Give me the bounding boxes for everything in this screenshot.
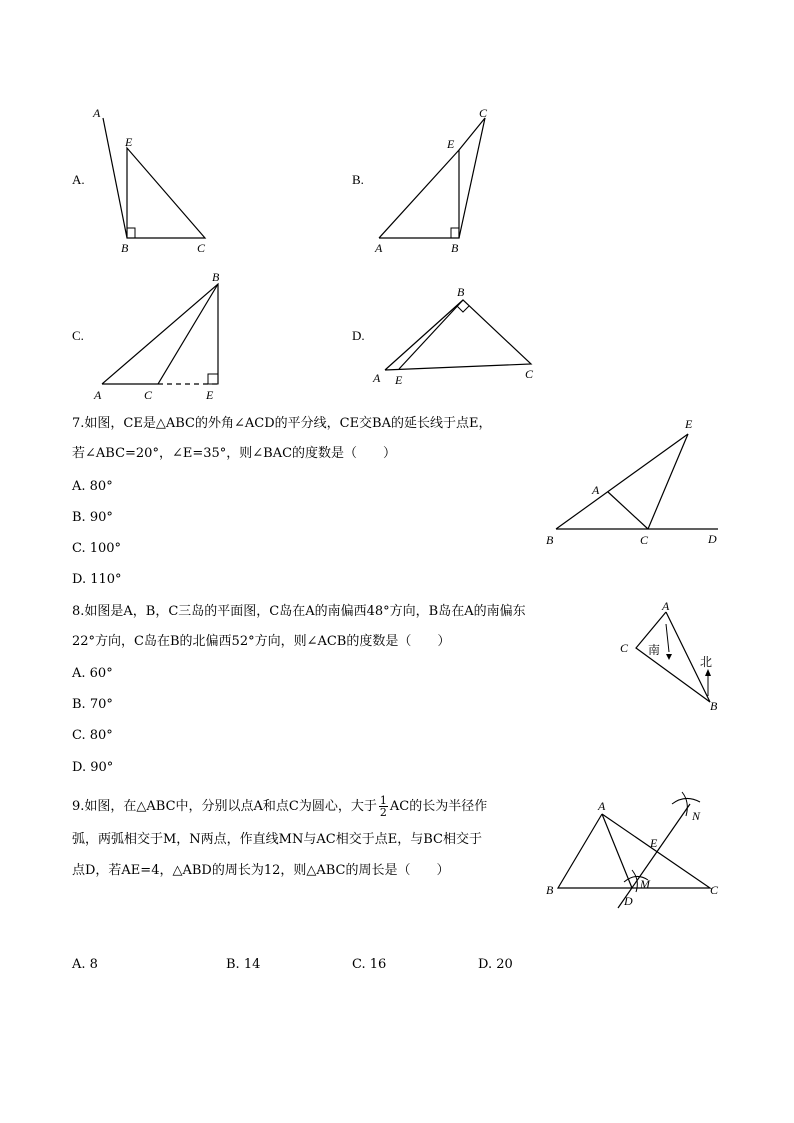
q9-stem-line1: [72, 795, 487, 818]
q6-figure-b: [365, 100, 505, 260]
q9-stem-line1-pre: 9.如图，在△ABC中，分别以点A和点C为圆心，大于: [72, 799, 377, 814]
q7-point-C: C: [640, 533, 649, 547]
q9-point-A: A: [598, 799, 606, 813]
q6c-point-B: B: [212, 270, 220, 284]
q7-option-d: D. 110°: [72, 572, 122, 587]
q6a-point-B: B: [121, 241, 129, 255]
q8-label-south: 南: [648, 643, 661, 657]
q6-option-d-label: D.: [352, 328, 365, 343]
q9-figure: [540, 790, 730, 910]
q6b-point-E: E: [447, 137, 455, 151]
q6d-point-B: B: [457, 285, 465, 299]
q8-option-b: B. 70°: [72, 697, 113, 712]
q9-stem-line1-post: AC的长为半径作: [389, 799, 488, 814]
q9-frac-numerator: 1: [379, 794, 387, 807]
q8-stem-line1: 8.如图是A，B，C三岛的平面图，C岛在A的南偏西48°方向，B岛在A的南偏东: [72, 604, 526, 619]
q6a-point-E: E: [125, 135, 133, 149]
q6c-point-E: E: [206, 388, 214, 402]
q9-stem-line3: 点D，若AE=4，△ABD的周长为12，则△ABC的周长是（ ）: [72, 863, 450, 878]
q6-figure-c: [88, 268, 228, 403]
q6-figure-d: [365, 280, 545, 390]
q6c-point-A: A: [94, 388, 102, 402]
q8-point-C: C: [620, 641, 629, 655]
q6d-point-C: C: [525, 367, 534, 381]
q9-option-c: C. 16: [352, 957, 387, 972]
q8-figure: [612, 598, 732, 716]
q9-frac-denominator: 2: [379, 806, 387, 819]
q9-option-a: A. 8: [72, 957, 98, 972]
q7-figure: [540, 412, 730, 552]
q6c-point-C: C: [144, 388, 153, 402]
q9-fraction: [379, 795, 388, 818]
q6a-point-C: C: [197, 241, 206, 255]
q9-point-B: B: [546, 883, 554, 897]
q7-option-c: C. 100°: [72, 541, 122, 556]
q7-point-E: E: [685, 417, 693, 431]
q9-stem-line2: 弧，两弧相交于M，N两点，作直线MN与AC相交于点E，与BC相交于: [72, 832, 482, 847]
q7-stem-line2: 若∠ABC=20°，∠E=35°，则∠BAC的度数是（ ）: [72, 446, 397, 461]
q6b-point-C: C: [479, 106, 488, 120]
q8-option-d: D. 90°: [72, 760, 114, 775]
q7-point-D: D: [708, 532, 717, 546]
q9-point-D: D: [624, 894, 633, 908]
q6-option-a-label: A.: [72, 172, 85, 187]
q6-figure-a: [85, 100, 215, 260]
q6-option-b-label: B.: [352, 172, 364, 187]
q6d-point-A: A: [373, 371, 381, 385]
q8-stem-line2: 22°方向，C岛在B的北偏西52°方向，则∠ACB的度数是（ ）: [72, 634, 451, 649]
q9-point-N: N: [692, 809, 701, 823]
q8-point-B: B: [710, 699, 718, 713]
q7-point-A: A: [592, 483, 600, 497]
q7-point-B: B: [546, 533, 554, 547]
q8-option-c: C. 80°: [72, 728, 113, 743]
q8-option-a: A. 60°: [72, 666, 113, 681]
q6b-point-B: B: [451, 241, 459, 255]
q9-point-C: C: [710, 883, 719, 897]
q6-option-c-label: C.: [72, 328, 84, 343]
q6a-point-A: A: [93, 106, 101, 120]
q9-option-b: B. 14: [226, 957, 261, 972]
q9-point-E: E: [650, 836, 658, 850]
q7-option-a: A. 80°: [72, 479, 113, 494]
q9-option-d: D. 20: [478, 957, 513, 972]
q7-stem-line1: 7.如图，CE是△ABC的外角∠ACD的平分线，CE交BA的延长线于点E，: [72, 416, 492, 431]
q6d-point-E: E: [395, 373, 403, 387]
q8-label-north: 北: [700, 655, 713, 669]
q9-point-M: M: [640, 877, 650, 891]
q8-point-A: A: [662, 599, 670, 613]
q7-option-b: B. 90°: [72, 510, 113, 525]
q6b-point-A: A: [375, 241, 383, 255]
